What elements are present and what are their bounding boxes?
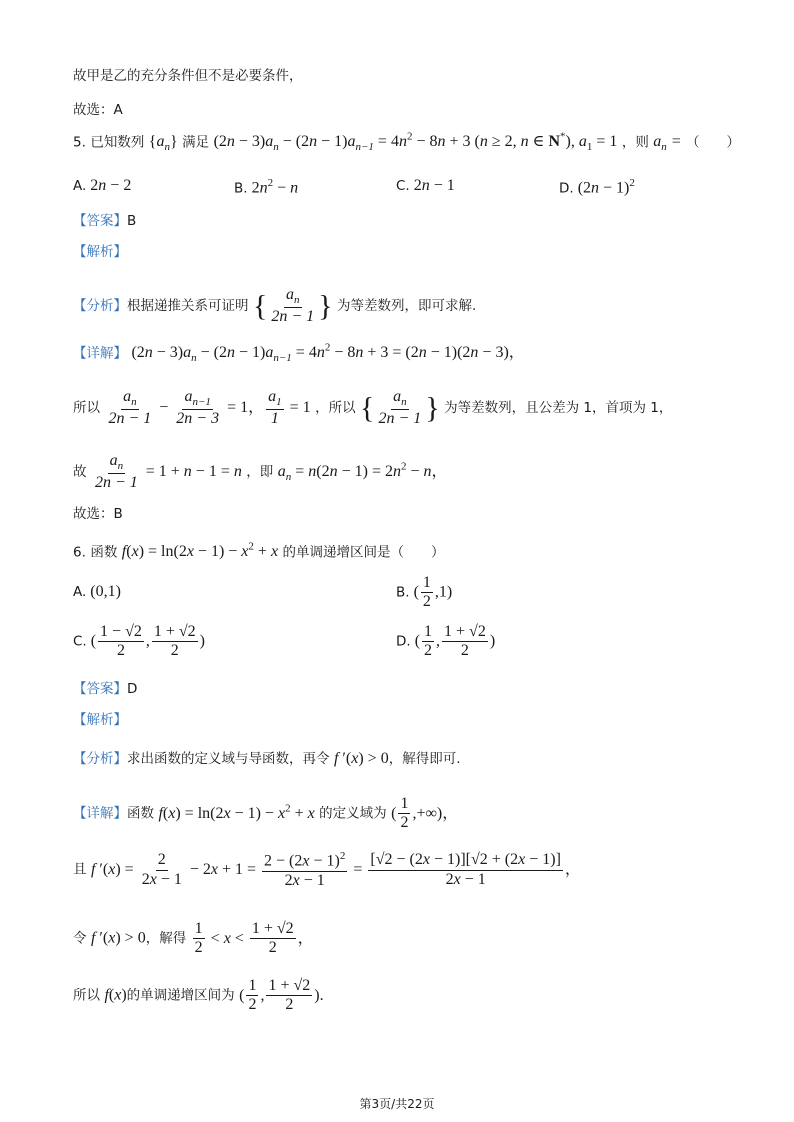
question-text: 满足 bbox=[182, 134, 210, 151]
question-number: 5. bbox=[73, 134, 86, 151]
formula: $(2n - 3)a_n - (2n - 1)a_{n-1} = 4n^2 - 8n + 3$ (n ≥ 2, n ∈ N*), $a_1 = 1$ bbox=[213, 131, 618, 154]
option-c: C. ( $\frac{1 - √2}{2}$ , $\frac{1 + √2}{2}$ ) bbox=[73, 623, 205, 660]
detail-line: 令 f ′(x) > 0，解得 $\frac{1}{2}$ < x < $\frac{1 + √2}{2}$ ， bbox=[73, 920, 314, 957]
formula: $a_n$ = bbox=[653, 133, 682, 154]
analysis-tag: 【解析】 bbox=[73, 244, 127, 260]
page-footer: 第3页/共22页 bbox=[359, 1097, 435, 1111]
question-text: 已知数列 bbox=[90, 134, 145, 151]
analysis-line: 【分析】根据递推关系可证明 { $\frac{a_n}{2n - 1}$ } 为等差数列，即可求解. bbox=[73, 286, 477, 325]
option-a: A. (0,1) bbox=[73, 583, 121, 600]
question-6: 6. 函数 $f(x) = \ln(2x - 1) - x^2 + x$ 的单调递增区间是（ ） bbox=[73, 541, 445, 561]
option-c: C. 2n − 1 bbox=[396, 177, 455, 194]
detail-line: 所以 $\frac{a_n}{2n - 1}$ − $\frac{a_{n-1}}{2n - 3}$ = 1， $\frac{a_1}{1}$ = 1 ，所以 { $\frac{a_n}{2n - 1}$ } 为等差数列，且公差为 1，首项为 1， bbox=[73, 388, 673, 427]
formula: $\{a_n\}$ bbox=[148, 133, 178, 154]
text-line: 故选：B bbox=[73, 506, 123, 522]
option-b: B. $2n^2 - n$ bbox=[234, 177, 299, 197]
question-5 bbox=[73, 132, 740, 154]
answer-line: 【答案】D bbox=[73, 681, 138, 697]
question-text: ，则 bbox=[621, 134, 649, 151]
option-d: D. ( $\frac{1}{2}$ , $\frac{1 + √2}{2}$ ) bbox=[396, 623, 496, 660]
question-text: （ ） bbox=[686, 134, 741, 151]
text-line: 故甲是乙的充分条件但不是必要条件， bbox=[73, 68, 303, 84]
detail-line: 【详解】函数 $f(x) = \ln(2x - 1) - x^2 + x$ 的定义域为 ( $\frac{1}{2}$ ,+∞)， bbox=[73, 795, 459, 832]
analysis-tag: 【解析】 bbox=[73, 712, 127, 728]
detail-line: 所以 f(x)的单调递增区间为 ( $\frac{1}{2}$ , $\frac{1 + √2}{2}$ ). bbox=[73, 977, 324, 1014]
option-d: D. $(2n - 1)^2$ bbox=[559, 177, 635, 197]
option-b: B. ( $\frac{1}{2}$ ,1) bbox=[396, 574, 453, 611]
detail-line: 【详解】 $(2n - 3)a_n - (2n - 1)a_{n-1} = 4n^2 - 8n + 3 = (2n - 1)(2n - 3)$， bbox=[73, 342, 525, 365]
text-line: 故选：A bbox=[73, 102, 123, 118]
detail-line: 故 $\frac{a_n}{2n - 1}$ = 1 + n − 1 = n ，即 $a_n = n(2n - 1) = 2n^2 - n$， bbox=[73, 452, 448, 491]
answer-line: 【答案】B bbox=[73, 213, 137, 229]
option-a: A. 2n − 2 bbox=[73, 177, 132, 194]
analysis-line: 【分析】求出函数的定义域与导函数，再令 f ′(x) > 0，解得即可. bbox=[73, 750, 461, 767]
detail-line: 且 f ′(x) = $\frac{2}{2x - 1}$ − 2x + 1 = $\frac{2 - (2x - 1)^2}{2x - 1}$ = $\frac{[√2 - (2x - 1)][√2 + (2x - 1)]}{2x - 1}$ ， bbox=[73, 850, 581, 889]
